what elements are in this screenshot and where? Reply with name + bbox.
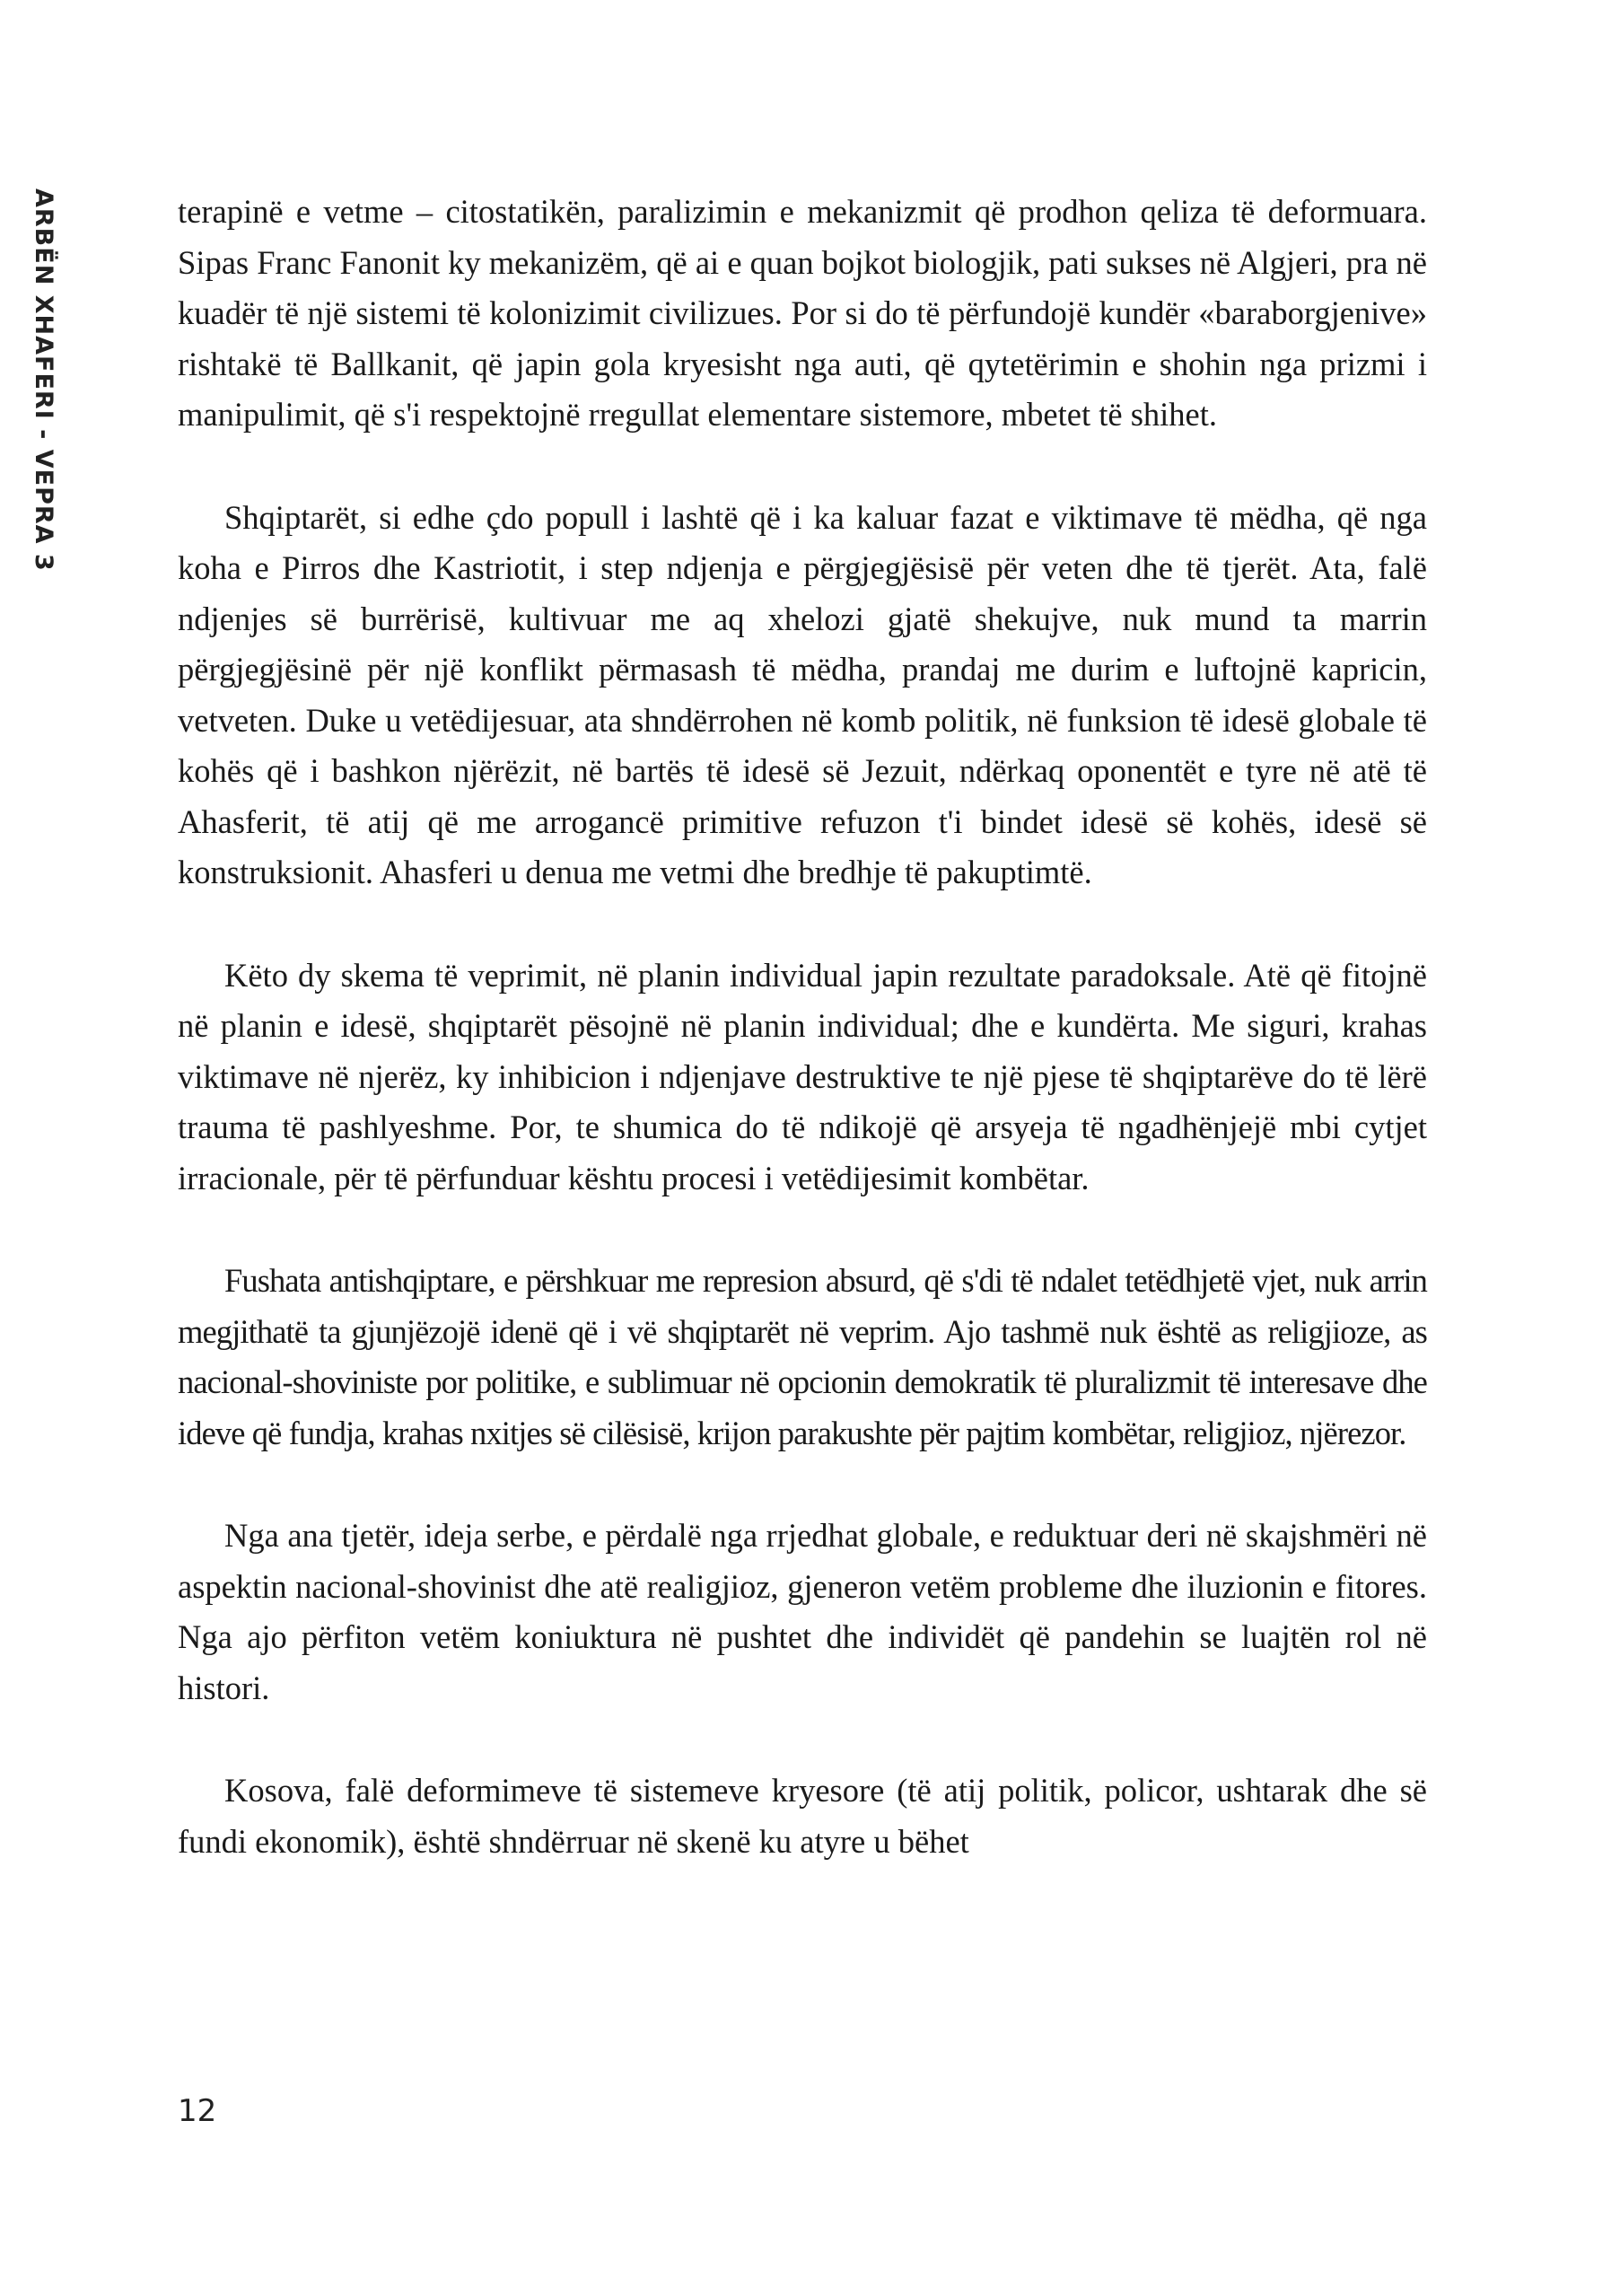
paragraph-6: Kosova, falë deformimeve të sistemeve kryesore (të atij politik, policor, ushtarak dhe së fundi ekonomik), është shndërruar në skenë ku atyre u bëhet (178, 1772, 1427, 1860)
body-text (178, 187, 1427, 1919)
paragraph-5: Nga ana tjetër, ideja serbe, e përdalë nga rrjedhat globale, e reduktuar deri në skajshmëri në aspektin nacional-shovinist dhe atë realigjioz, gjeneron vetëm probleme dhe iluzionin e fitores. Nga ajo përfiton vetëm koniuktura në pushtet dhe individët që pandehin se luajtën rol në histori. (178, 1517, 1427, 1706)
paragraph-1: terapinë e vetme – citostatikën, paralizimin e mekanizmit që prodhon qeliza të deformuara. Sipas Franc Fanonit ky mekanizëm, që ai e quan bojkot biologjik, pati sukses në Algjeri, pra në kuadër të një sistemi të kolonizimit civilizues. Por si do të përfundojë kundër «baraborgjenive» rishtakë të Ballkanit, që japin gola kryesisht nga auti, që qytetërimin e shohin nga prizmi i manipulimit, që s'i respektojnë rregullat elementare sistemore, mbetet të shihet. (178, 193, 1427, 433)
paragraph-3: Këto dy skema të veprimit, në planin individual japin rezultate paradoksale. Atë që fitojnë në planin e idesë, shqiptarët pësojnë në planin individual; dhe e kundërta. Me siguri, krahas viktimave në njerëz, ky inhibicion i ndjenjave destruktive te një pjese të shqiptarëve do të lërë trauma të pashlyeshme. Por, te shumica do të ndikojë që arsyeja të ngadhënjejë mbi cytjet irracionale, për të përfunduar kështu procesi i vetëdijesimit kombëtar. (178, 956, 1427, 1196)
paragraph-4: Fushata antishqiptare, e përshkuar me represion absurd, që s'di të ndalet tetëdhjetë vjet, nuk arrin megjithatë ta gjunjëzojë idenë që i vë shqiptarët në veprim. Ajo tashmë nuk është as religjioze, as nacional-shoviniste por politike, e sublimuar në opcionin demokratik të pluralizmit të interesave dhe ideve që fundja, krahas nxitjes së cilësisë, krijon parakushte për pajtim kombëtar, religjioz, njërezor. (178, 1262, 1427, 1451)
paragraph-2: Shqiptarët, si edhe çdo popull i lashtë që i ka kaluar fazat e viktimave të mëdha, që nga koha e Pirros dhe Kastriotit, i step ndjenja e përgjegjësisë për veten dhe të tjerët. Ata, falë ndjenjes së burrërisë, kultivuar me aq xhelozi gjatë shekujve, nuk mund ta marrin përgjegjësinë për një konflikt përmasash të mëdha, prandaj me durim e luftojnë kapricin, vetveten. Duke u vetëdijesuar, ata shndërrohen në komb politik, në funksion të idesë globale të kohës që i bashkon njërëzit, në bartës të idesë së Jezuit, ndërkaq oponentët e tyre në atë të Ahasferit, të atij që me arrogancë primitive refuzon t'i bindet idesë së kohës, idesë së konstruksionit. Ahasferi u denua me vetmi dhe bredhje të pakuptimtë. (178, 498, 1427, 890)
running-head: ARBËN XHAFERI - VEPRA 3 (30, 188, 57, 572)
page-number: 12 (178, 2093, 217, 2129)
